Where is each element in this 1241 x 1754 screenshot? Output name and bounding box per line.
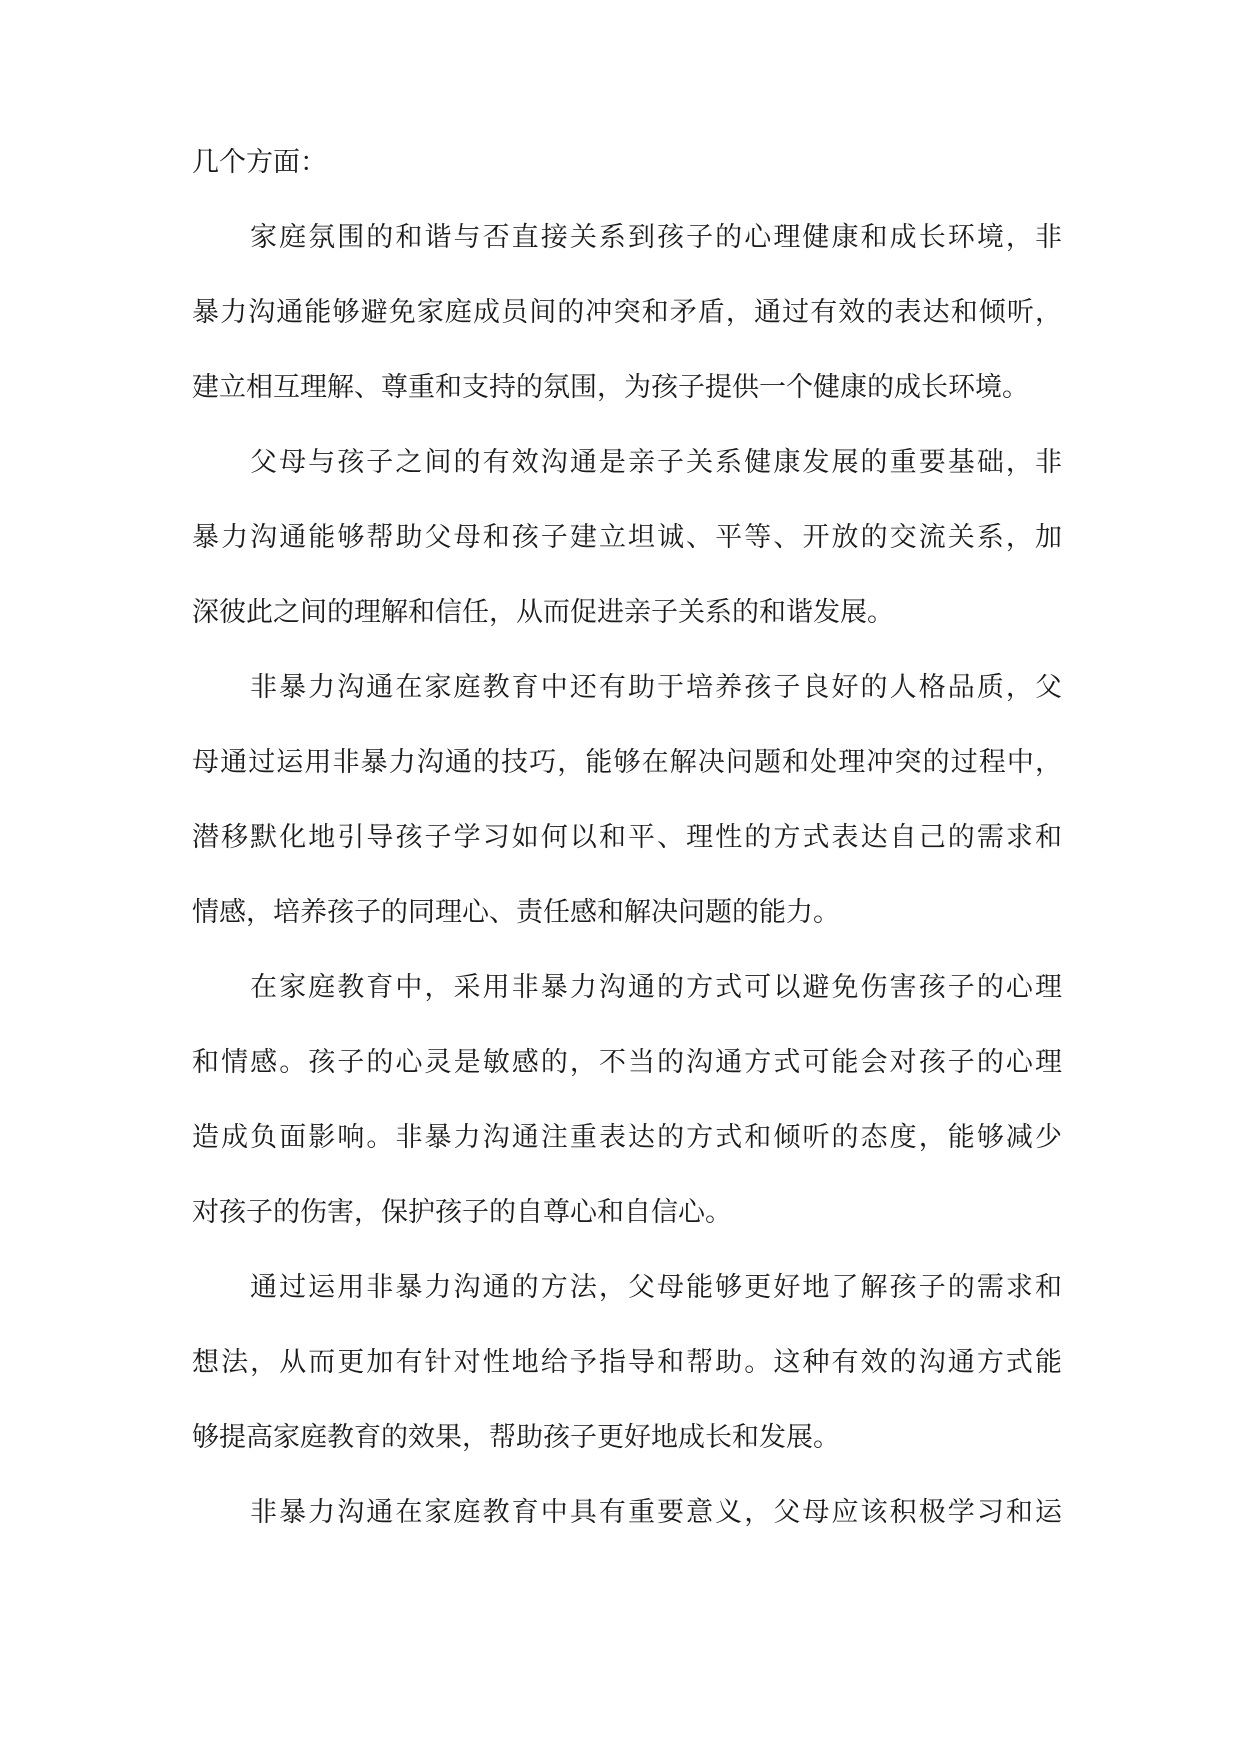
text-line-19: 非暴力沟通在家庭教育中具有重要意义，父母应该积极学习和运 [250, 1497, 1062, 1528]
text-line-16: 通过运用非暴力沟通的方法，父母能够更好地了解孩子的需求和 [250, 1272, 1062, 1303]
text-line-2: 家庭氛围的和谐与否直接关系到孩子的心理健康和成长环境，非 [250, 222, 1062, 253]
text-line-14: 造成负面影响。非暴力沟通注重表达的方式和倾听的态度，能够减少 [192, 1122, 1062, 1153]
text-line-1: 几个方面： [192, 147, 327, 178]
text-line-9: 母通过运用非暴力沟通的技巧，能够在解决问题和处理冲突的过程中， [192, 747, 1062, 778]
text-line-12: 在家庭教育中，采用非暴力沟通的方式可以避免伤害孩子的心理 [250, 972, 1062, 1003]
text-line-11: 情感，培养孩子的同理心、责任感和解决问题的能力。 [192, 897, 840, 928]
text-line-15: 对孩子的伤害，保护孩子的自尊心和自信心。 [192, 1197, 732, 1228]
text-line-18: 够提高家庭教育的效果，帮助孩子更好地成长和发展。 [192, 1422, 840, 1453]
text-line-3: 暴力沟通能够避免家庭成员间的冲突和矛盾，通过有效的表达和倾听， [192, 297, 1062, 328]
text-line-10: 潜移默化地引导孩子学习如何以和平、理性的方式表达自己的需求和 [192, 822, 1062, 853]
text-line-13: 和情感。孩子的心灵是敏感的，不当的沟通方式可能会对孩子的心理 [192, 1047, 1062, 1078]
text-line-4: 建立相互理解、尊重和支持的氛围，为孩子提供一个健康的成长环境。 [192, 372, 1029, 403]
text-line-6: 暴力沟通能够帮助父母和孩子建立坦诚、平等、开放的交流关系，加 [192, 522, 1062, 553]
text-line-17: 想法，从而更加有针对性地给予指导和帮助。这种有效的沟通方式能 [192, 1347, 1062, 1378]
text-line-8: 非暴力沟通在家庭教育中还有助于培养孩子良好的人格品质，父 [250, 672, 1062, 703]
text-line-5: 父母与孩子之间的有效沟通是亲子关系健康发展的重要基础，非 [250, 447, 1062, 478]
text-line-7: 深彼此之间的理解和信任，从而促进亲子关系的和谐发展。 [192, 597, 894, 628]
